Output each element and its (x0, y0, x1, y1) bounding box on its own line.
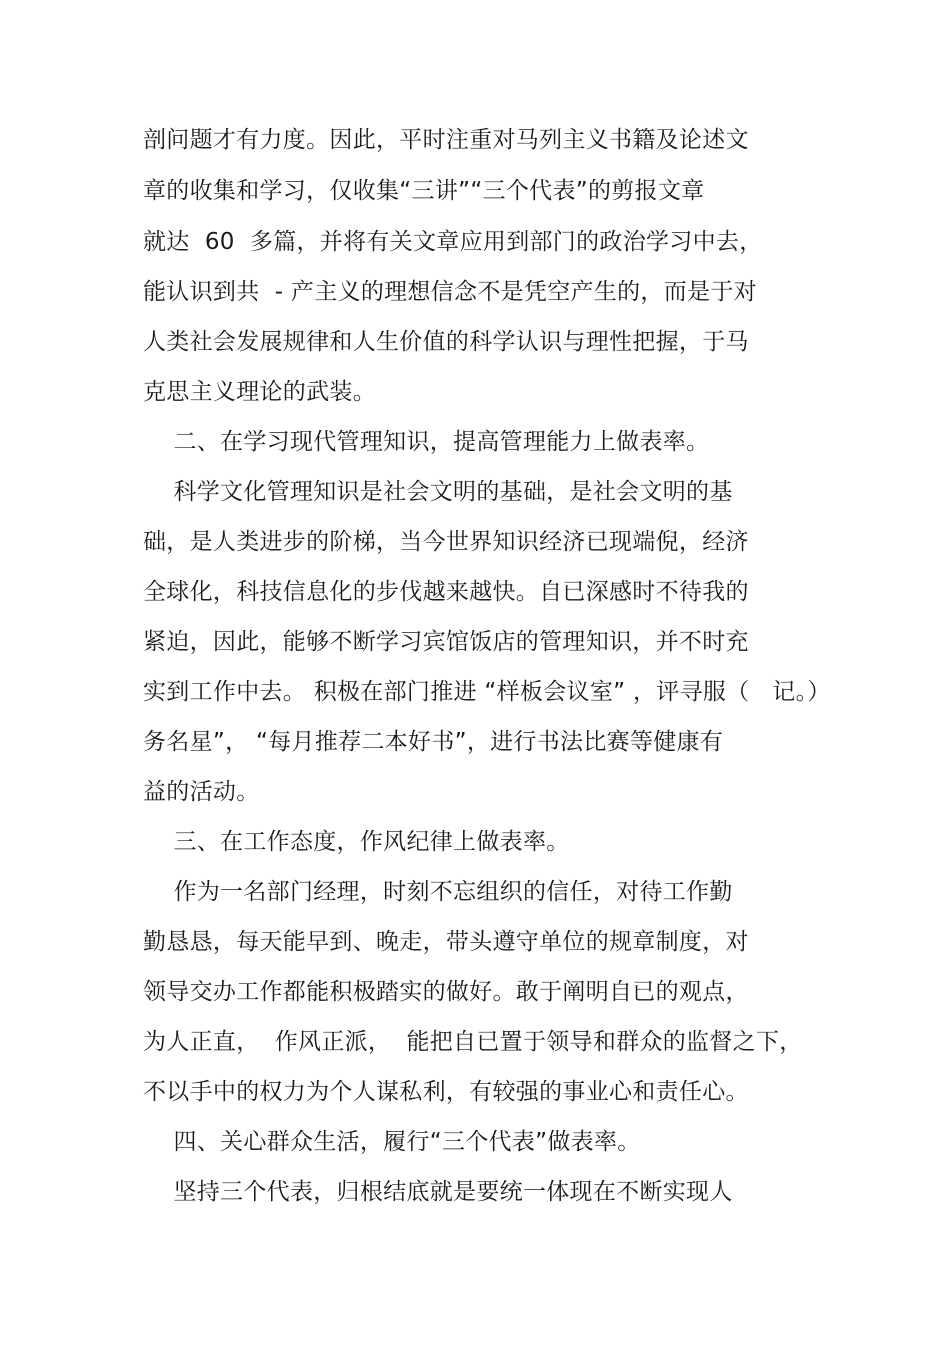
text-line: 全球化，科技信息化的步伐越来越快。自已深感时不待我的 (143, 579, 749, 605)
text-line: 克思主义理论的武装。 (143, 379, 376, 405)
text-line: 剖问题才有力度。因此，平时注重对马列主义书籍及论述文 (143, 127, 749, 153)
text-line: 础，是人类进步的阶梯，当今世界知识经济已现端倪，经济 (143, 529, 749, 555)
text-line: 益的活动。 (143, 779, 260, 805)
text-line: 章的收集和学习，仅收集“三讲”“三个代表”的剪报文章 (143, 178, 705, 204)
text-line: 务名星”， “每月推荐二本好书”，进行书法比赛等健康有 (143, 729, 724, 755)
text-line: 坚持三个代表，归根结底就是要统一体现在不断实现人 (143, 1179, 733, 1205)
text-line: 领导交办工作都能积极踏实的做好。敢于阐明自已的观点， (143, 979, 749, 1005)
section-heading: 四、关心群众生活，履行“三个代表”做表率。 (143, 1129, 641, 1155)
section-heading: 三、在工作态度，作风纪律上做表率。 (143, 829, 570, 855)
text-line: 实到工作中去。 积极在部门推进 “样板会议室” ，评寻服（ 记。） (143, 679, 831, 705)
text-line: 不以手中的权力为个人谋私利，有较强的事业心和责任心。 (143, 1079, 749, 1105)
text-line: 就达 60 多篇，并将有关文章应用到部门的政治学习中去， (143, 229, 763, 255)
text-line: 勤恳恳，每天能早到、晚走，带头遵守单位的规章制度，对 (143, 929, 749, 955)
text-line: 人类社会发展规律和人生价值的科学认识与理性把握，于马 (143, 329, 749, 355)
text-line: 作为一名部门经理，时刻不忘组织的信任，对待工作勤 (143, 879, 733, 905)
text-line: 为人正直， 作风正派， 能把自已置于领导和群众的监督之下， (143, 1029, 803, 1055)
text-line: 科学文化管理知识是社会文明的基础，是社会文明的基 (143, 479, 733, 505)
text-line: 能认识到共 - 产主义的理想信念不是凭空产生的，而是于对 (143, 279, 757, 305)
text-line: 紧迫，因此，能够不断学习宾馆饭店的管理知识，并不时充 (143, 629, 749, 655)
section-heading: 二、在学习现代管理知识，提高管理能力上做表率。 (143, 429, 710, 455)
